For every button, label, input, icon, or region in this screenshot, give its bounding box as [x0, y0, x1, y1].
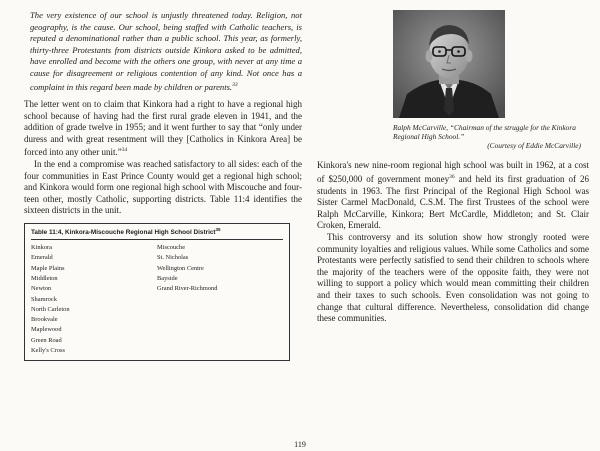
paragraph-new-school-text-a: Kinkora's new nine-room regional high school was built in 1962, at a cost of $250,000 of government money: [317, 160, 589, 184]
paragraph-letter-text: The letter went on to claim that Kinkora had a right to have a regional high school because of having had the first rural grade eleven in 1941, and the addition of grade twelve in 1955; and it went further to say that “only under duress and with great resentment will they [Catholics in Kinkora Area] be forced into any other unit.”: [24, 99, 302, 158]
table-title-text: Table 11:4, Kinkora-Miscouche Regional High School District: [31, 229, 216, 237]
page-number: 119: [294, 440, 306, 449]
table-cell: Miscouche: [157, 244, 186, 252]
table-cell: Newton: [31, 285, 52, 293]
footnote-ref-34: 34: [121, 147, 128, 154]
table-column-2: [157, 243, 283, 356]
paragraph-new-school: [317, 160, 589, 232]
paragraph-controversy: This controversy and its solution show how strongly rooted were community loyalties and religious values. While some Catholics and some Protestants were perfectly satisfied to send their children to schools where the majority of the teachers were of the opposite faith, they were not willing to support a policy which would mean committing their children and their taxes to such schools. Even consolidation was not going to change that cultural difference. Nevertheless, consolidation did change these communities.: [317, 231, 589, 324]
table-cell: Middleton: [31, 274, 58, 282]
table-cell: Brookvale: [31, 316, 58, 324]
paragraph-compromise: In the end a compromise was reached satisfactory to all sides: each of the four communities in East Prince County would get a regional high school; and Kinkora would form one regional high school with Miscouche and four-teen other, mostly Catholic, supporting districts. Table 11:4 identifies the sixteen districts in the unit.: [24, 158, 302, 216]
table-cell: Bayside: [157, 274, 178, 282]
table-cell: Kelly's Cross: [31, 347, 65, 355]
table-cell: North Carleton: [31, 305, 70, 313]
portrait-illustration: [393, 10, 505, 118]
table-cell: Kinkora: [31, 244, 52, 252]
table-cell: Maple Plains: [31, 264, 65, 272]
block-quote: [30, 10, 302, 93]
districts-table: [24, 223, 290, 361]
photo-credit: (Courtesy of Eddie McCarville): [487, 140, 581, 150]
portrait-photo: [393, 10, 505, 118]
right-column: [317, 10, 589, 325]
table-cell: Shamrock: [31, 295, 57, 303]
caption-text: Ralph McCarville, “Chairman of the struggle for the Kinkora Regional High School.”: [393, 123, 576, 141]
footnote-ref-36: 36: [449, 173, 455, 180]
table-cell: Maplewood: [31, 326, 62, 334]
paragraph-letter: [24, 99, 302, 159]
table-cell: Wellington Centre: [157, 264, 204, 272]
paragraph-new-school-text-b: and held its first graduation of 26 students in 1963. The first Principal of the Regional High School was Sister Carmel MacDonald, C.S.M. The first Trustees of the school were Ralph McCarville, Kinkora; Bert McCardle, Middleton; and St. Clair Croken, Emerald.: [317, 173, 589, 231]
table-cell: St. Nicholas: [157, 254, 189, 262]
left-column: [24, 10, 302, 361]
table-cell: Green Road: [31, 336, 62, 344]
photo-caption: [393, 124, 593, 150]
table-title: [31, 227, 283, 236]
table-cell: Grand River-Richmond: [157, 285, 218, 293]
table-column-1: [31, 243, 157, 356]
footnote-ref-35: 35: [215, 226, 221, 232]
table-divider: [31, 239, 283, 240]
table-cell: Emerald: [31, 254, 53, 262]
quote-text: The very existence of our school is unjustly threatened today. Religion, not geography, is the cause. Our school, being staffed with Catholic teachers, is reputed a denominational rather than a public school. This year, as formerly, thirty-three Protestants from districts outside Kinkora asked to be admitted, have enrolled and become with the others one group, with never at any time a cause for disagreement or religious contention of any kind. Not once has a complaint in this regard been made by children or parents.: [30, 10, 302, 92]
footnote-ref-33: 33: [232, 81, 238, 88]
right-text: [317, 160, 589, 324]
